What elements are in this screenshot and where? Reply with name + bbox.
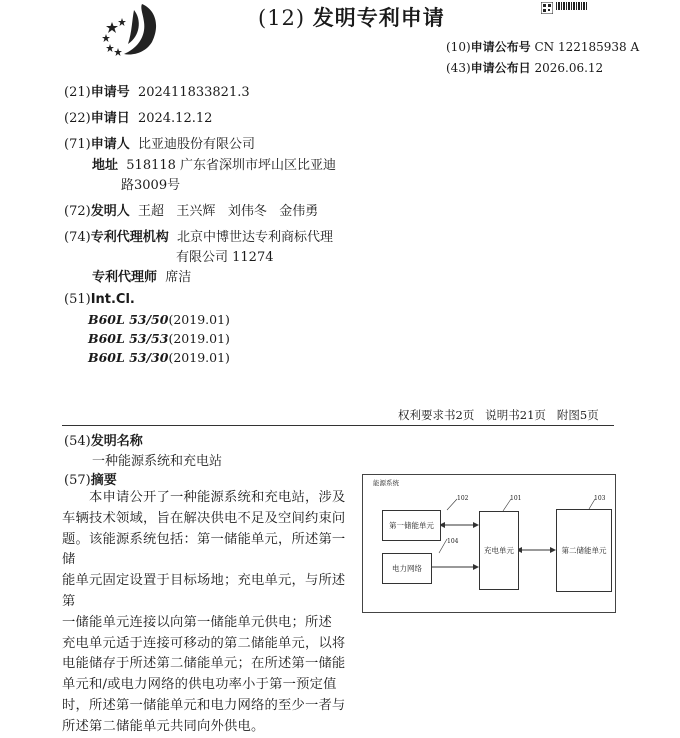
abstract-line: 充电单元适于连接可移动的第二储能单元，以将	[62, 635, 346, 651]
first-storage-unit-box: 第一储能单元	[382, 510, 441, 541]
abstract-line: 单元和/或电力网络的供电功率小于第一预定值	[62, 677, 337, 693]
agency-line-1: 北京中博世达专利商标代理	[176, 230, 333, 245]
inventor: 王兴辉	[176, 204, 216, 219]
abstract-line: 本申请公开了一种能源系统和充电站，涉及	[89, 490, 346, 505]
ipc-entry: B60L 53/30(2019.01)	[88, 350, 230, 365]
abstract-line: 一储能单元连接以向第一储能单元供电；所述	[62, 614, 332, 630]
application-number-row: (21)申请号 202411833821.3	[64, 85, 250, 100]
cnipa-emblem	[94, 2, 168, 60]
inventor: 金伟勇	[279, 204, 319, 219]
charging-unit-box: 充电单元	[479, 511, 519, 590]
abstract-line: 能单元固定设置于目标场地；充电单元，与所述第	[62, 573, 346, 609]
application-date: 2024.12.12	[137, 111, 213, 126]
ipc-header: (51)Int.Cl.	[64, 292, 135, 307]
ipc-entry: B60L 53/53(2019.01)	[88, 331, 230, 346]
second-storage-unit-box: 第二储能单元	[556, 509, 612, 592]
agent-row: 专利代理师 席洁	[92, 270, 192, 285]
publication-date-row: (43)申请公布日 2026.06.12	[446, 61, 604, 75]
applicant-row: (71)申请人 比亚迪股份有限公司	[64, 137, 255, 152]
ref-label: 103	[594, 495, 606, 502]
agency-row: (74)专利代理机构 北京中博世达专利商标代理	[64, 230, 333, 245]
publication-number-row: (10)申请公布号 CN 122185938 A	[446, 40, 640, 54]
address-line-1: 518118 广东省深圳市坪山区比亚迪	[126, 158, 337, 173]
publication-number: CN 122185938 A	[534, 40, 640, 54]
ref-label: 101	[510, 495, 522, 502]
title-prefix: (12)	[258, 6, 306, 30]
inventors-row: (72)发明人 王超 王兴辉 刘伟冬 金伟勇	[64, 204, 319, 219]
barcode-icon	[556, 2, 588, 10]
system-diagram	[362, 474, 616, 613]
publication-date: 2026.06.12	[534, 61, 604, 75]
diagram-title: 能源系统	[373, 479, 399, 487]
abstract-text	[62, 488, 352, 738]
ref-label: 104	[447, 538, 459, 545]
ref-label: 102	[457, 495, 469, 502]
abstract-line: 车辆技术领域，旨在解决供电不足及空间约束问	[62, 510, 346, 526]
invention-name-header: (54)发明名称	[64, 434, 143, 449]
inventor: 王超	[137, 204, 164, 219]
ipc-entry: B60L 53/50(2019.01)	[88, 312, 230, 327]
abstract-line: 电能储存于所述第二储能单元；在所述第一储能	[62, 656, 346, 672]
application-number: 202411833821.3	[137, 85, 250, 100]
inventor: 刘伟冬	[227, 204, 267, 219]
title-text: 发明专利申请	[312, 6, 445, 30]
applicant: 比亚迪股份有限公司	[137, 137, 255, 152]
abstract-header: (57)摘要	[64, 473, 117, 488]
abstract-line: 所述第二储能单元共同向外供电。	[62, 718, 265, 734]
abstract-line: 时，所述第一储能单元和电力网络的至少一者与	[62, 697, 346, 713]
application-date-row: (22)申请日 2024.12.12	[64, 111, 213, 126]
address-row: 地址 518118 广东省深圳市坪山区比亚迪	[92, 158, 337, 173]
agent: 席洁	[165, 270, 192, 285]
agency-line-2: 有限公司 11274	[176, 250, 274, 265]
abstract-line: 题。该能源系统包括：第一储能单元，所述第一储	[62, 531, 346, 568]
power-grid-box: 电力网络	[382, 553, 432, 584]
document-title	[258, 2, 445, 32]
qr-code-icon	[541, 2, 553, 14]
divider	[62, 425, 614, 426]
address-line-2: 路3009号	[121, 178, 181, 193]
invention-name: 一种能源系统和充电站	[92, 454, 223, 469]
page-counts: 权利要求书2页 说明书21页 附图5页	[398, 408, 599, 422]
